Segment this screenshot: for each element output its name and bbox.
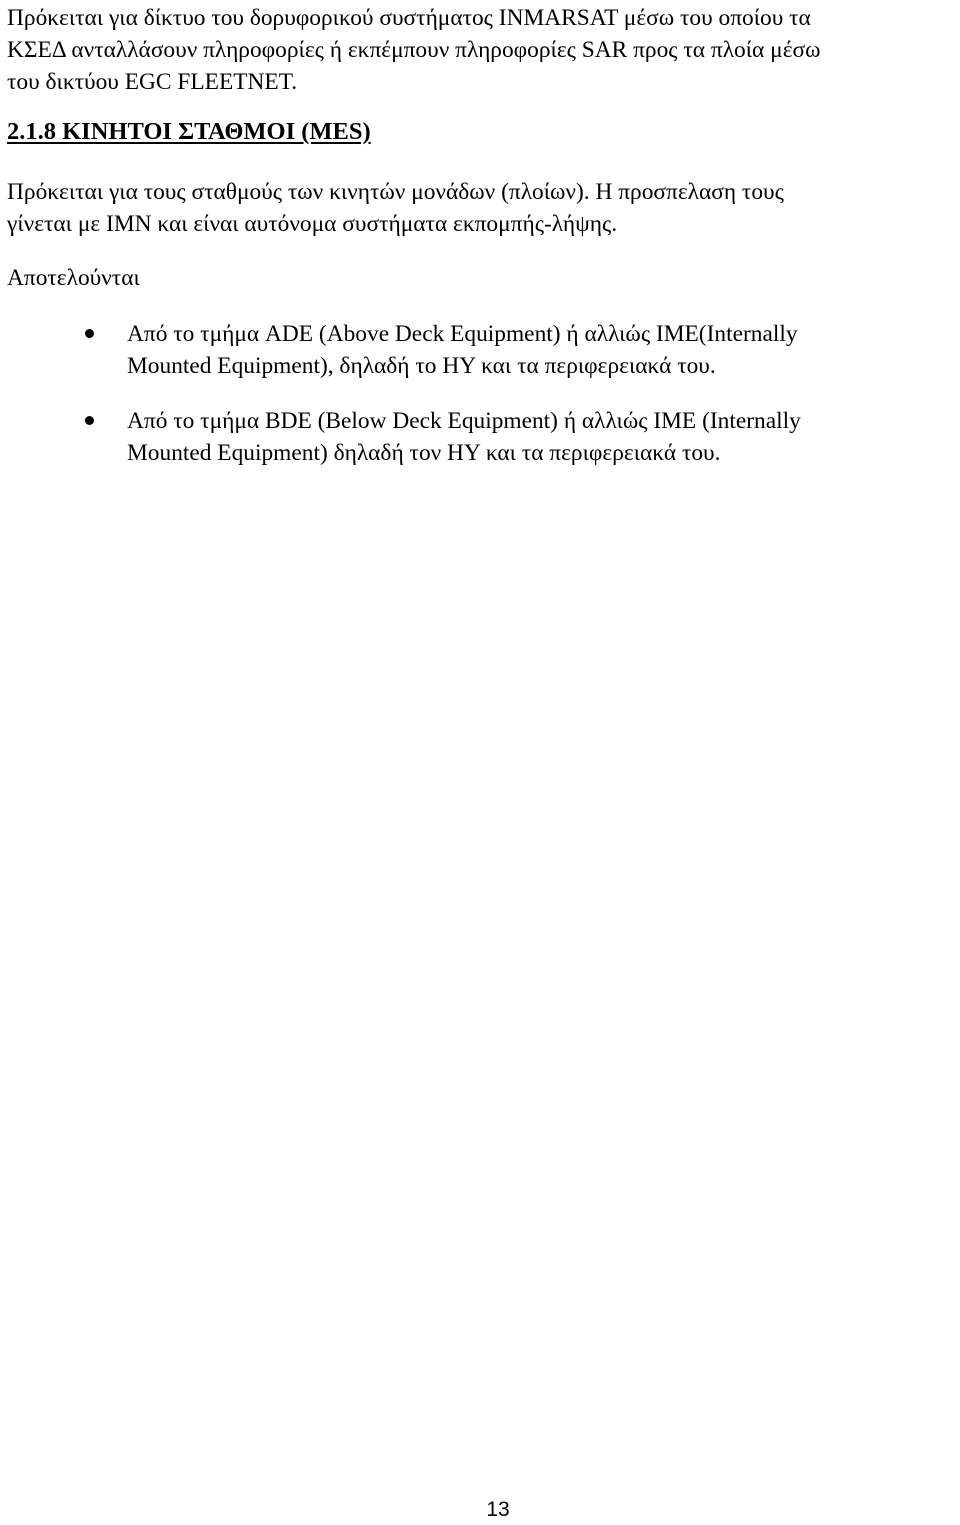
lead-text: Αποτελούνται xyxy=(7,265,140,291)
bullet-list xyxy=(0,318,801,469)
bullet-line: Από το τμήμα BDE (Below Deck Equipment) ή αλλιώς IME (Internally xyxy=(127,408,801,434)
section-paragraph-line: Πρόκειται για τους σταθμούς των κινητών μονάδων (πλοίων). Η προσπελαση τους xyxy=(7,179,784,205)
section-heading: 2.1.8 ΚΙΝΗΤΟΙ ΣΤΑΘΜΟΙ (MES) xyxy=(7,118,371,145)
intro-line: ΚΣΕΔ ανταλλάσουν πληροφορίες ή εκπέμπουν πληροφορίες SAR προς τα πλοία μέσω xyxy=(7,37,821,63)
bullet-line: Mounted Equipment), δηλαδή το ΗΥ και τα περιφερειακά του. xyxy=(127,353,716,379)
bullet-line: Mounted Equipment) δηλαδή τον ΗΥ και τα περιφερειακά του. xyxy=(127,440,721,466)
intro-line: Πρόκειται για δίκτυο του δορυφορικού συστήματος INMARSAT μέσω του οποίου τα xyxy=(7,5,811,31)
bullet-dot-icon xyxy=(85,416,94,425)
intro-paragraph xyxy=(7,2,821,98)
page-number: 13 xyxy=(486,1498,510,1521)
bullet-item-bde xyxy=(0,405,801,469)
section-paragraph-line: γίνεται με IMN και είναι αυτόνομα συστήματα εκπομπής-λήψης. xyxy=(7,211,618,237)
bullet-line: Από το τμήμα ADE (Above Deck Equipment) ή αλλιώς IME(Internally xyxy=(127,321,798,347)
section-paragraph xyxy=(7,176,784,240)
bullet-dot-icon xyxy=(85,329,94,338)
bullet-item-ade xyxy=(0,318,801,382)
intro-line: του δικτύου EGC FLEETNET. xyxy=(7,69,298,95)
